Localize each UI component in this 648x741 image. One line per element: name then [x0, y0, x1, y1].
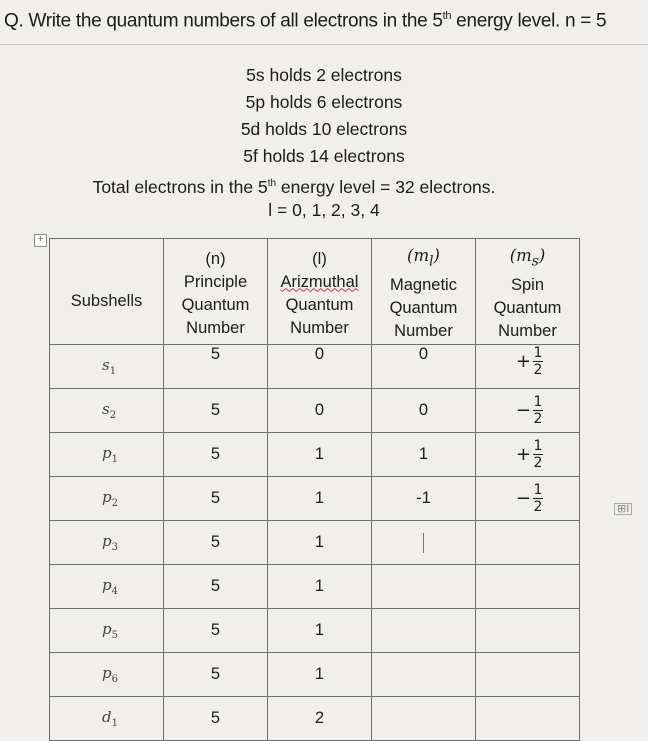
intro-line: 5d holds 10 electrons: [240, 119, 408, 139]
ml-cell: [372, 697, 476, 741]
n-cell: 5: [164, 697, 268, 741]
spin-fraction: − 1 2: [515, 482, 543, 515]
n-cell: 5: [164, 433, 268, 477]
table-row: [50, 521, 580, 565]
header-ml: $(m_l)$ Magnetic Quantum Number: [372, 239, 476, 345]
ml-cell: -1: [372, 477, 476, 521]
l-cell: 1: [268, 433, 372, 477]
n-cell: 5: [164, 653, 268, 697]
header-l: (l) Arizmuthal Quantum Number: [268, 239, 372, 345]
l-cell: 1: [268, 653, 372, 697]
subshell-cell: $p_6$: [50, 653, 164, 697]
n-cell: 5: [164, 521, 268, 565]
intro-line: 5f holds 14 electrons: [243, 146, 405, 166]
ml-cell: [372, 653, 476, 697]
subshell-cell: $s_1$: [50, 345, 164, 389]
ml-cell: 0: [372, 345, 476, 389]
subshell-cell: $p_2$: [50, 477, 164, 521]
l-cell: 0: [268, 389, 372, 433]
table-row: [50, 653, 580, 697]
n-cell: 5: [164, 609, 268, 653]
intro-line: 5p holds 6 electrons: [245, 92, 403, 112]
l-cell: 1: [268, 565, 372, 609]
n-cell: 5: [164, 565, 268, 609]
ms-cell: [476, 653, 580, 697]
l-cell: 1: [268, 477, 372, 521]
ms-cell: [476, 565, 580, 609]
spin-fraction: + 1 2: [515, 438, 543, 471]
subshell-cell: $s_2$: [50, 389, 164, 433]
l-cell: 0: [268, 345, 372, 389]
n-cell: 5: [164, 345, 268, 389]
ms-cell: [476, 345, 580, 389]
subshell-cell: $p_1$: [50, 433, 164, 477]
table-row: [50, 345, 580, 389]
spin-fraction: − 1 2: [515, 394, 543, 427]
quantum-numbers-table: [49, 238, 580, 741]
ml-cell: [372, 609, 476, 653]
ms-cell: [476, 697, 580, 741]
ml-cell: 1: [372, 433, 476, 477]
ms-cell: [476, 477, 580, 521]
ms-cell: [476, 389, 580, 433]
subshell-cell: $p_4$: [50, 565, 164, 609]
table-row: [50, 433, 580, 477]
ml-cell: [372, 521, 476, 565]
n-cell: 5: [164, 389, 268, 433]
ml-cell: 0: [372, 389, 476, 433]
intro-line: 5s holds 2 electrons: [246, 65, 402, 85]
table-row: [50, 389, 580, 433]
l-values-line: l = 0, 1, 2, 3, 4: [268, 200, 380, 220]
table-header-row: [50, 239, 580, 345]
spin-fraction: + 1 2: [515, 345, 543, 378]
l-cell: 1: [268, 609, 372, 653]
question-text: Q. Write the quantum numbers of all electrons in the 5th energy level. n = 5: [4, 10, 607, 32]
subshell-cell: $p_5$: [50, 609, 164, 653]
table-row: [50, 565, 580, 609]
l-cell: 2: [268, 697, 372, 741]
l-cell: 1: [268, 521, 372, 565]
layout-icon[interactable]: ⊞I: [614, 503, 632, 515]
intro-block: [0, 62, 648, 224]
header-n: (n) Principle Quantum Number: [164, 239, 268, 345]
table-row: [50, 697, 580, 741]
text-cursor: [423, 533, 424, 553]
ml-cell: [372, 565, 476, 609]
header-subshells: Subshells: [50, 239, 164, 345]
divider: [0, 44, 648, 45]
ms-cell: [476, 433, 580, 477]
subshell-cell: $p_3$: [50, 521, 164, 565]
header-ms: $(m_s)$ Spin Quantum Number: [476, 239, 580, 345]
subshell-cell: $d_1$: [50, 697, 164, 741]
table-row: [50, 477, 580, 521]
move-handle-icon[interactable]: +: [34, 234, 47, 247]
ms-cell: [476, 609, 580, 653]
table-row: [50, 609, 580, 653]
ms-cell: [476, 521, 580, 565]
total-electrons-line: Total electrons in the 5th energy level = 32 electrons.: [92, 176, 496, 197]
n-cell: 5: [164, 477, 268, 521]
